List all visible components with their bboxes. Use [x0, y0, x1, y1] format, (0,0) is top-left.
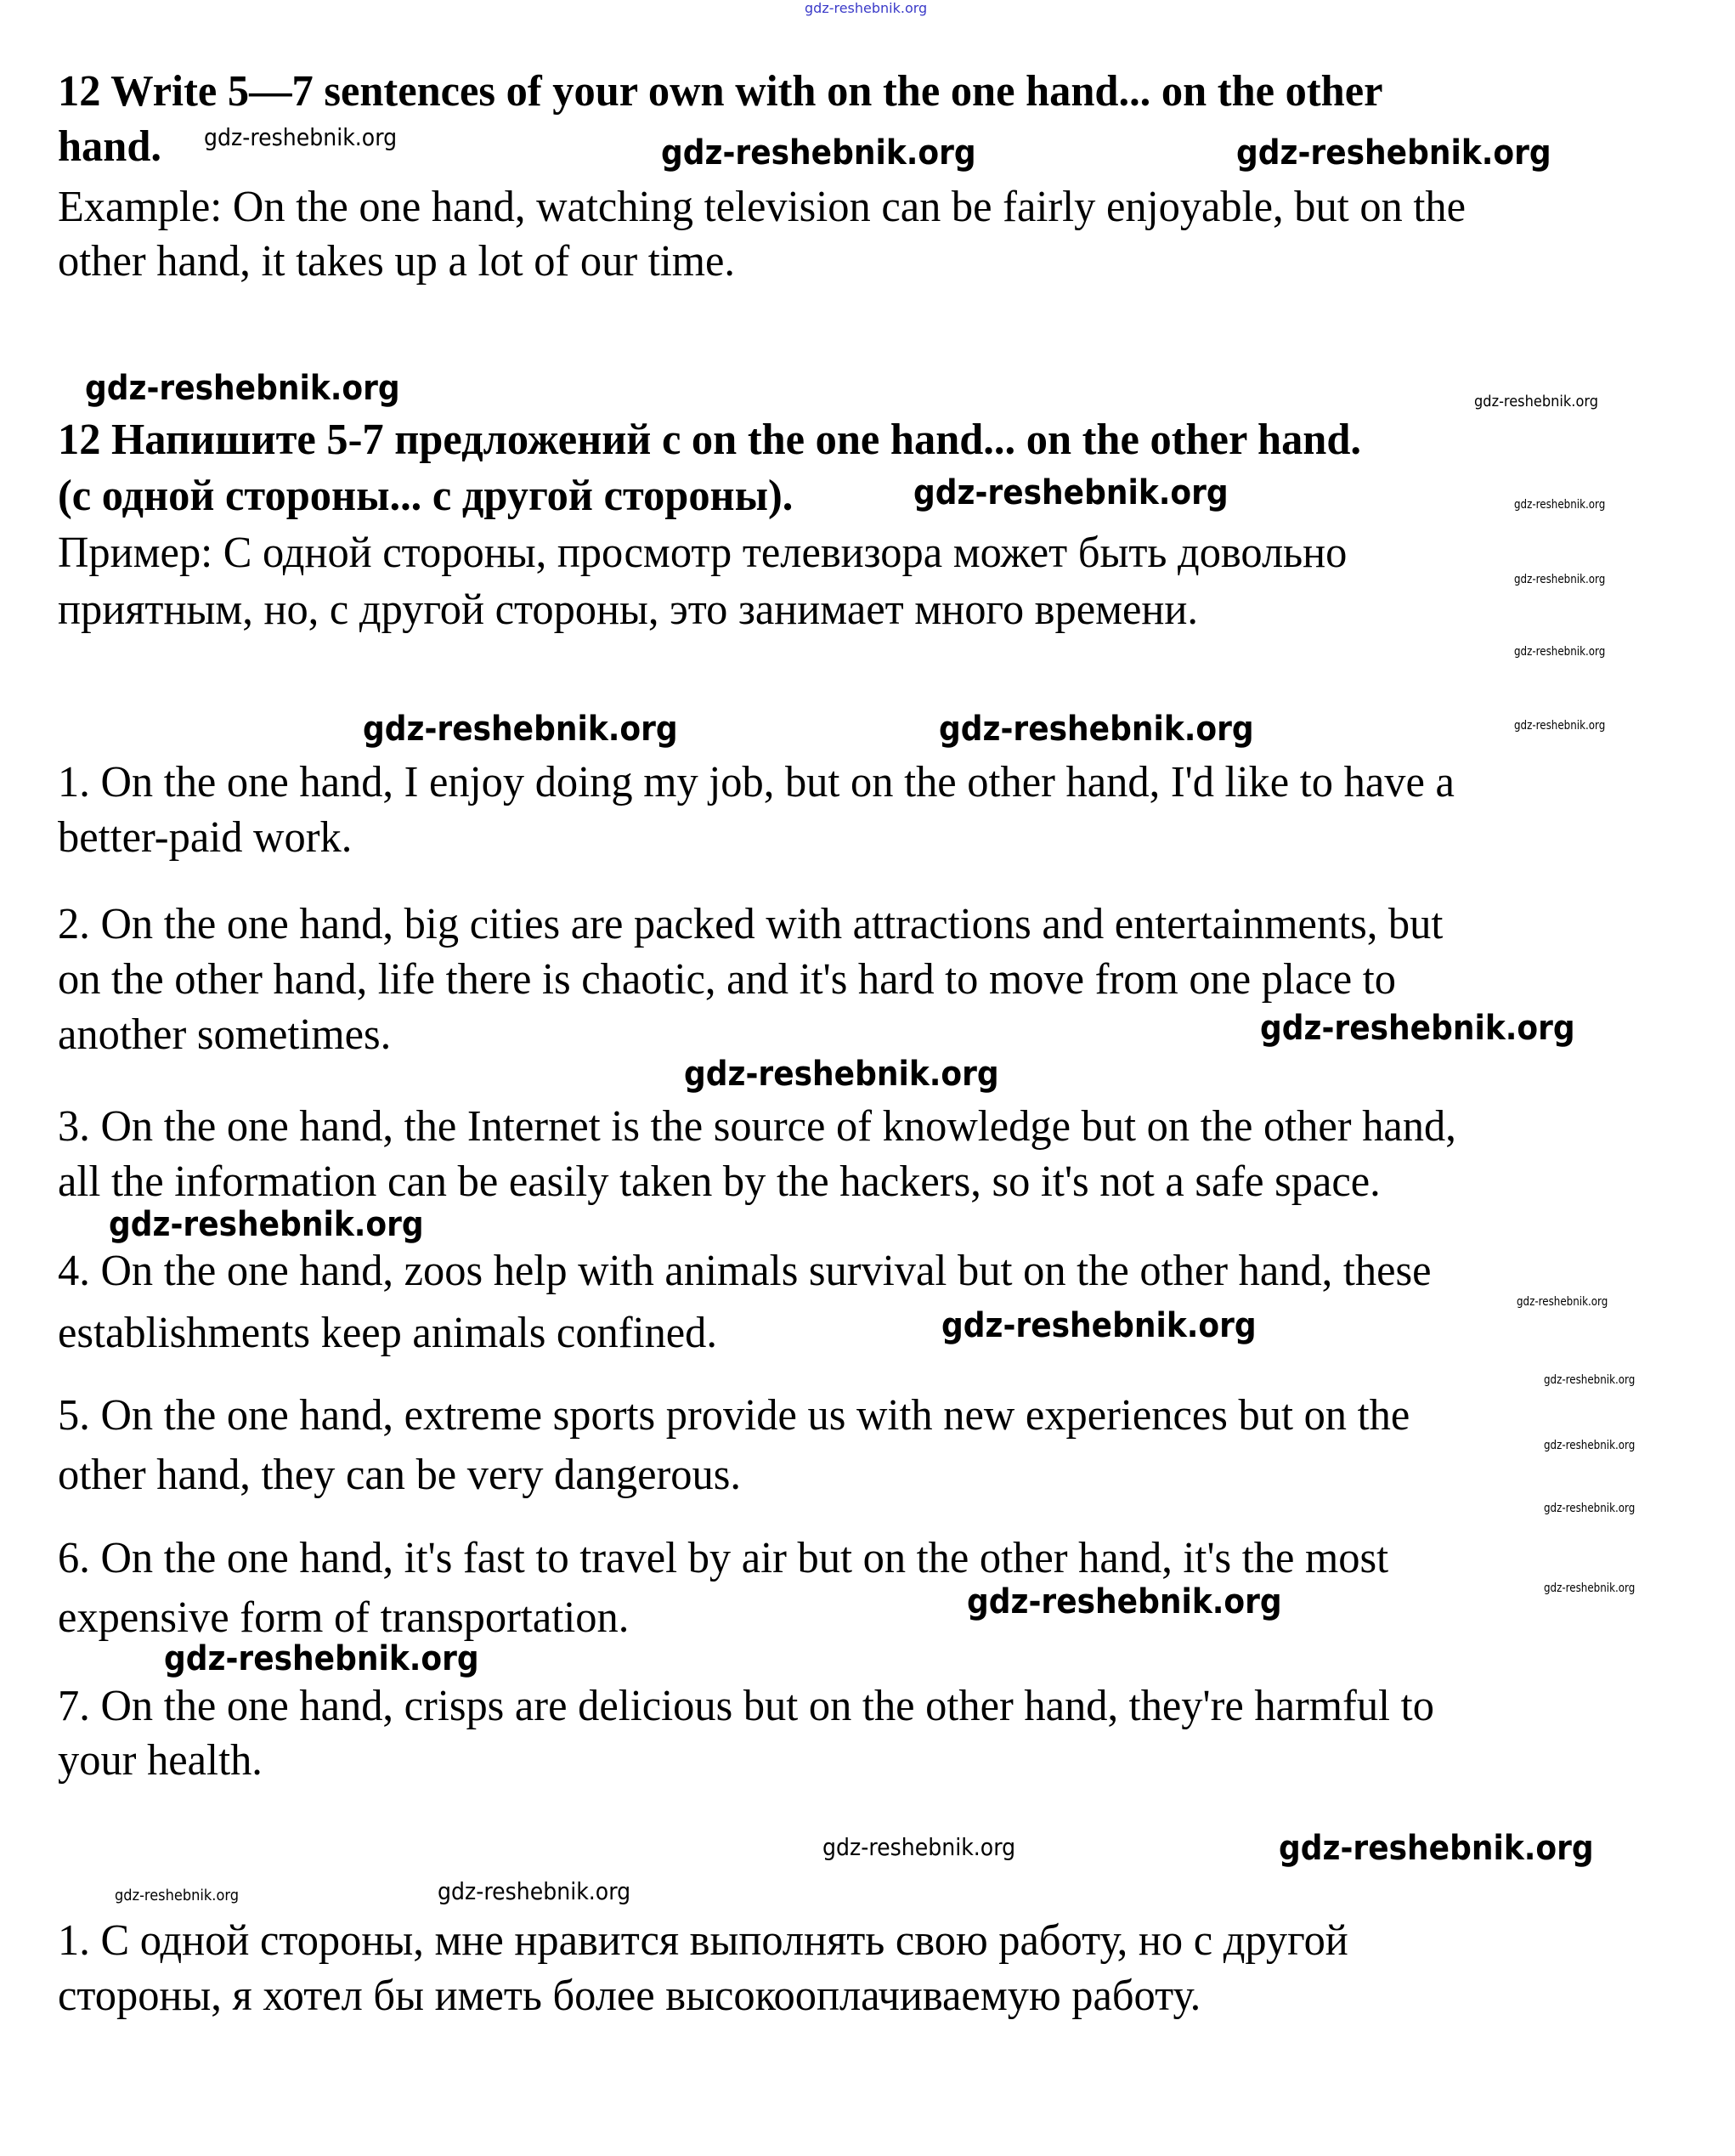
watermark: gdz-reshebnik.org: [941, 1306, 1257, 1345]
answer-ru-1-line-1: 1. С одной стороны, мне нравится выполнять свою работу, но с другой: [58, 1916, 1348, 1965]
watermark: gdz-reshebnik.org: [438, 1877, 631, 1905]
watermark: gdz-reshebnik.org: [1236, 133, 1551, 173]
task-ru-example-line-2: приятным, но, с другой стороны, это занимает много времени.: [58, 586, 1199, 634]
answer-1-line-2: better-paid work.: [58, 813, 353, 862]
watermark: gdz-reshebnik.org: [1544, 1439, 1636, 1452]
watermark: gdz-reshebnik.org: [1514, 498, 1606, 512]
watermark: gdz-reshebnik.org: [1514, 645, 1606, 659]
watermark: gdz-reshebnik.org: [109, 1205, 424, 1244]
answer-2-line-2: on the other hand, life there is chaotic, and it's hard to move from one place to: [58, 955, 1397, 1004]
watermark: gdz-reshebnik.org: [1514, 573, 1606, 586]
watermark: gdz-reshebnik.org: [164, 1639, 479, 1678]
watermark: gdz-reshebnik.org: [684, 1055, 999, 1094]
answer-5-line-1: 5. On the one hand, extreme sports provide us with new experiences but on the: [58, 1391, 1410, 1440]
watermark: gdz-reshebnik.org: [363, 710, 678, 749]
watermark: gdz-reshebnik.org: [1544, 1373, 1636, 1387]
task-ru-title-line-2: (с одной стороны... с другой стороны).: [58, 472, 794, 520]
watermark: gdz-reshebnik.org: [1517, 1295, 1608, 1309]
watermark: gdz-reshebnik.org: [822, 1833, 1016, 1861]
watermark: gdz-reshebnik.org: [913, 473, 1229, 512]
watermark: gdz-reshebnik.org: [1260, 1009, 1575, 1048]
watermark: gdz-reshebnik.org: [1279, 1829, 1594, 1868]
answer-7-line-1: 7. On the one hand, crisps are delicious but on the other hand, they're harmful to: [58, 1682, 1434, 1730]
answer-3-line-1: 3. On the one hand, the Internet is the source of knowledge but on the other hand,: [58, 1102, 1456, 1151]
watermark: gdz-reshebnik.org: [939, 710, 1254, 749]
watermark: gdz-reshebnik.org: [1474, 393, 1599, 410]
watermark: gdz-reshebnik.org: [967, 1582, 1282, 1621]
task-en-title-line-2: hand.: [58, 122, 161, 171]
task-ru-title-line-1: 12 Напишите 5-7 предложений с on the one hand... on the other hand.: [58, 416, 1362, 464]
answer-ru-1-line-2: стороны, я хотел бы иметь более высокооплачиваемую работу.: [58, 1972, 1201, 2020]
answer-2-line-1: 2. On the one hand, big cities are packed with attractions and entertainments, but: [58, 900, 1444, 948]
answer-3-line-2: all the information can be easily taken by the hackers, so it's not a safe space.: [58, 1157, 1381, 1206]
answer-7-line-2: your health.: [58, 1736, 263, 1785]
watermark: gdz-reshebnik.org: [1544, 1582, 1636, 1595]
answer-2-line-3: another sometimes.: [58, 1010, 392, 1059]
watermark: gdz-reshebnik.org: [115, 1887, 240, 1904]
watermark: gdz-reshebnik.org: [1514, 719, 1606, 733]
task-en-example-line-2: other hand, it takes up a lot of our time.: [58, 237, 736, 286]
answer-6-line-2: expensive form of transportation.: [58, 1593, 630, 1642]
watermark: gdz-reshebnik.org: [204, 123, 398, 151]
answer-1-line-1: 1. On the one hand, I enjoy doing my job, but on the other hand, I'd like to have a: [58, 758, 1455, 806]
task-ru-example-line-1: Пример: С одной стороны, просмотр телевизора может быть довольно: [58, 529, 1348, 577]
answer-4-line-1: 4. On the one hand, zoos help with animals survival but on the other hand, these: [58, 1247, 1432, 1295]
watermark: gdz-reshebnik.org: [661, 133, 976, 173]
watermark: gdz-reshebnik.org: [1544, 1502, 1636, 1515]
answer-5-line-2: other hand, they can be very dangerous.: [58, 1451, 741, 1499]
watermark: gdz-reshebnik.org: [85, 369, 400, 408]
answer-6-line-1: 6. On the one hand, it's fast to travel by air but on the other hand, it's the most: [58, 1534, 1389, 1582]
task-en-title-line-1: 12 Write 5—7 sentences of your own with on the one hand... on the other: [58, 67, 1383, 116]
answer-4-line-2: establishments keep animals confined.: [58, 1309, 718, 1357]
task-en-example-line-1: Example: On the one hand, watching television can be fairly enjoyable, but on the: [58, 183, 1467, 231]
watermark-top: gdz-reshebnik.org: [805, 0, 928, 16]
